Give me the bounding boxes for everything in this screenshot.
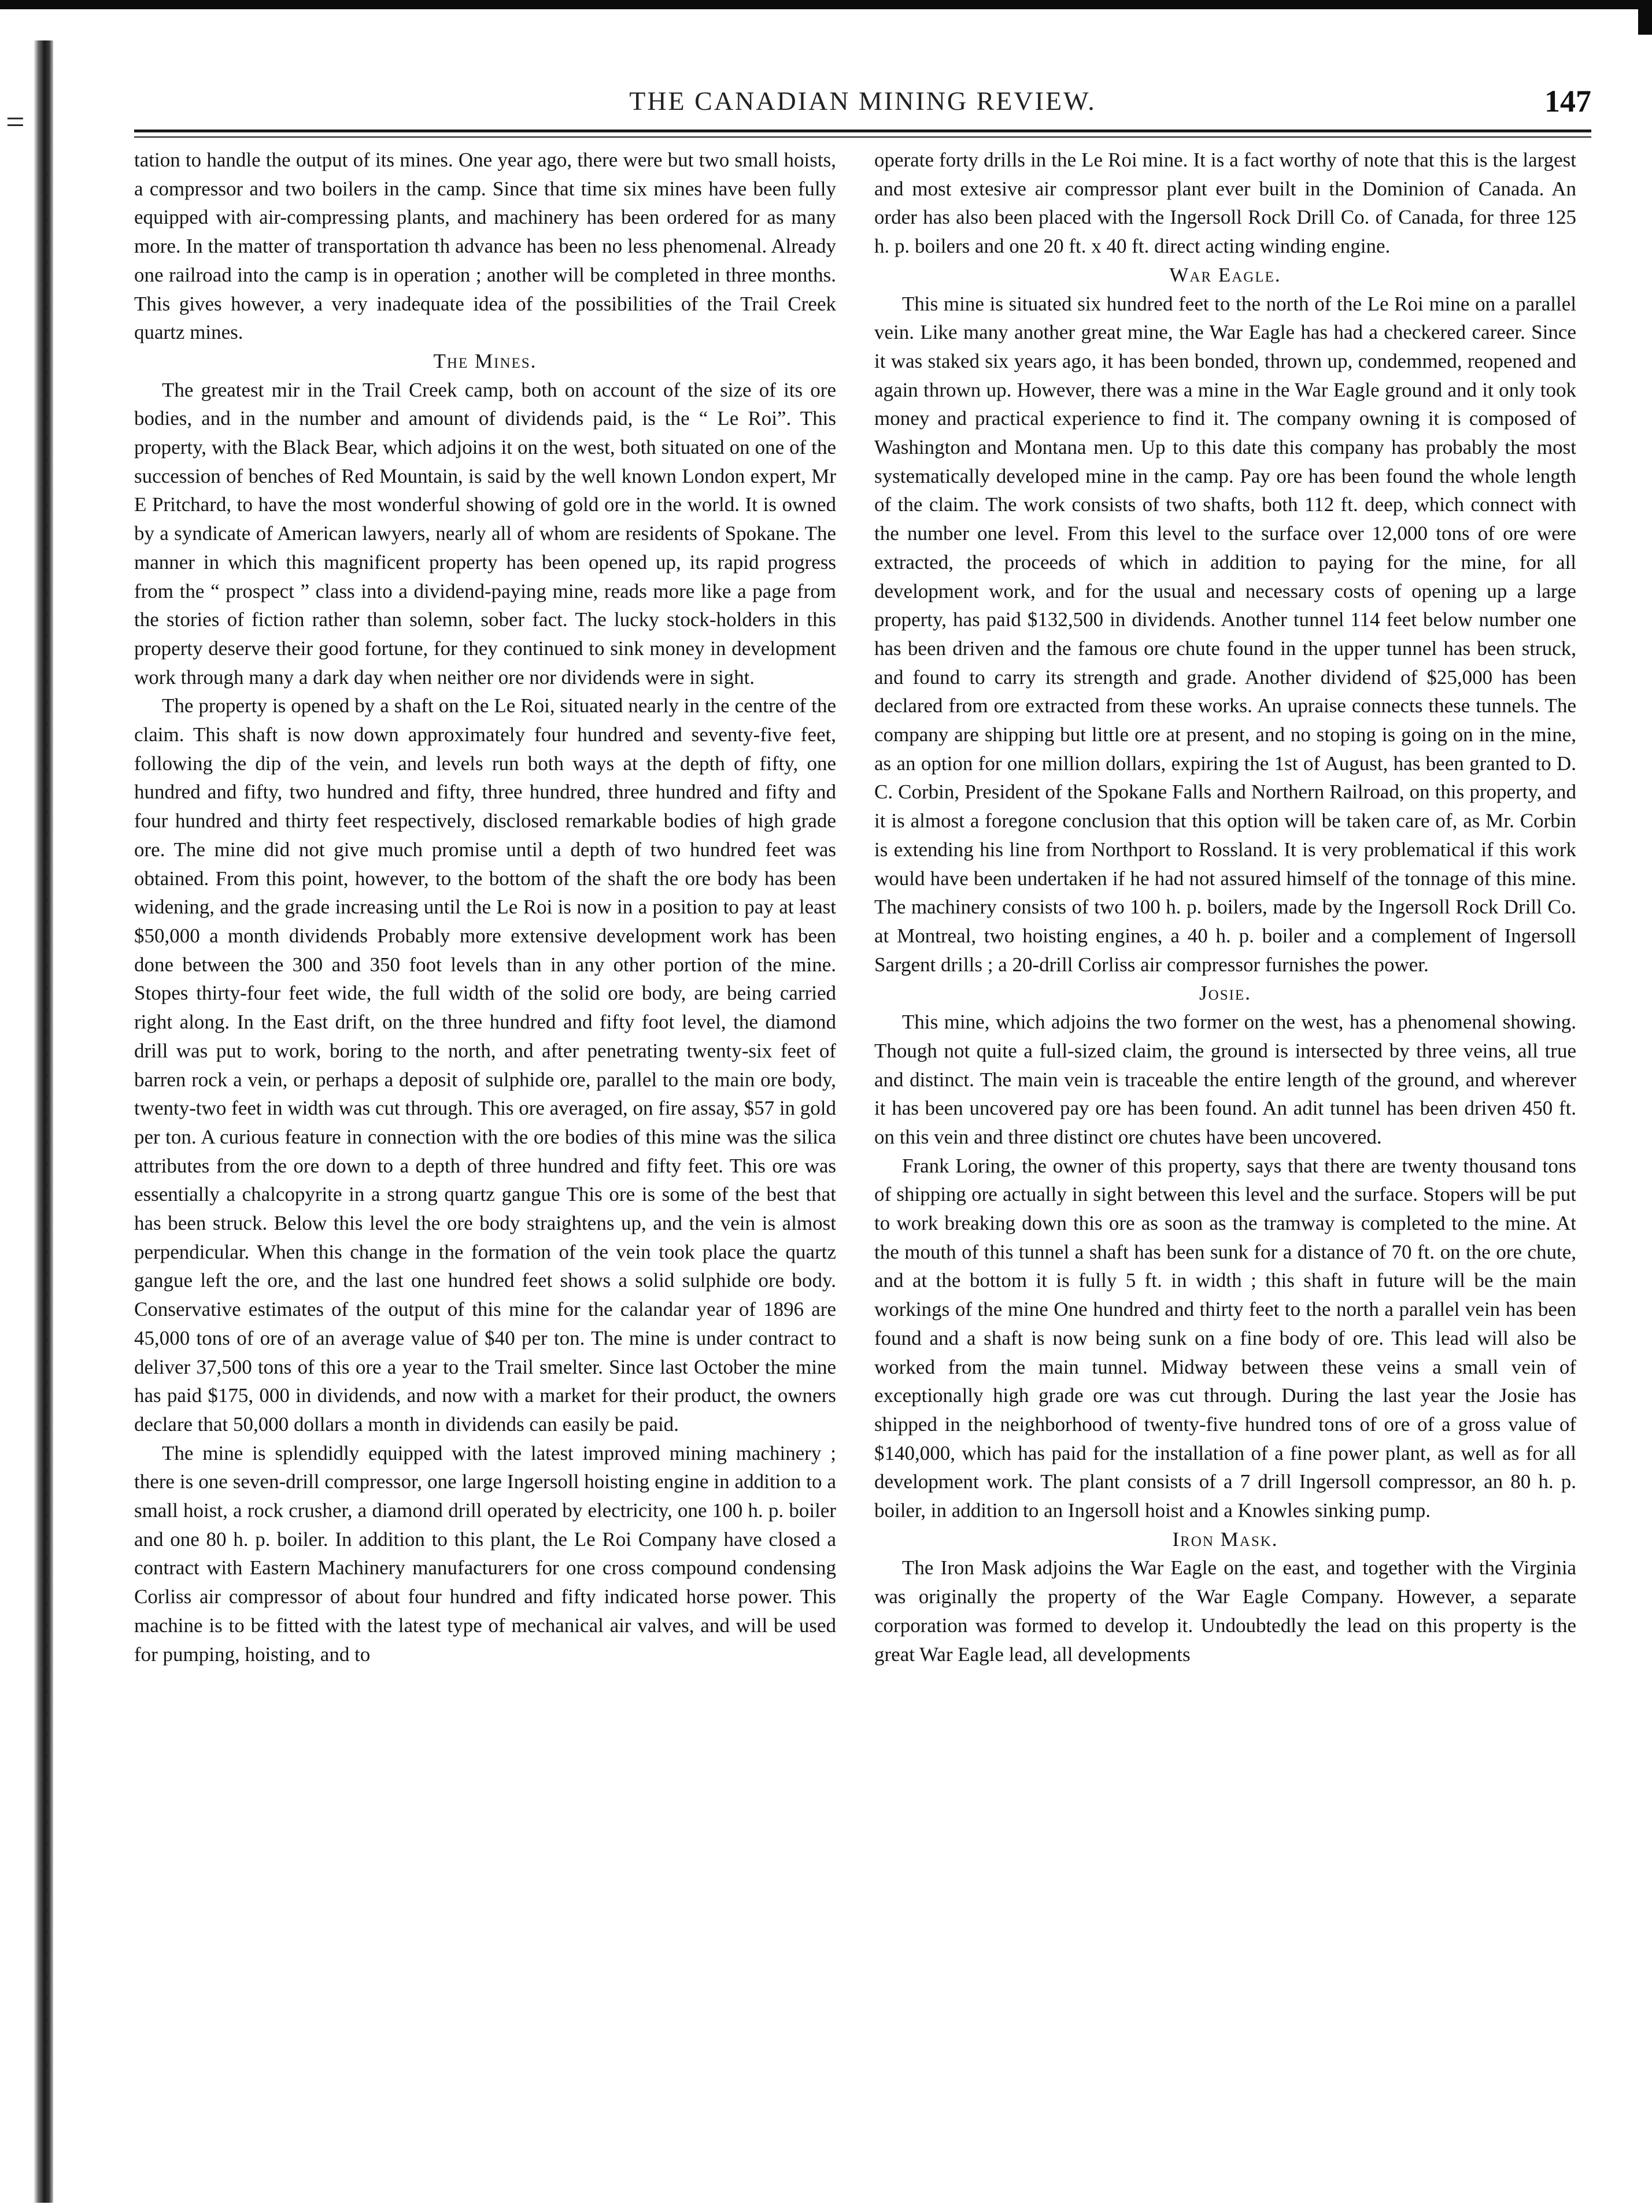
paragraph: The greatest mir in the Trail Creek camp, both on account of the size of its ore bodies, and in the number and amount of dividends paid, is the “ Le Roi”. This property, with the Black Bear, which adjoins it on the west, both situated on one of the succession of benches of Red Mountain, is said by the well known London expert, Mr E Pritchard, to have the most wonderful showing of gold ore in the world. It is owned by a syndicate of American lawyers, nearly all of whom are residents of Spokane. The manner in which this magnificent property has been opened up, its rapid progress from the “ prospect ” class into a dividend-paying mine, reads more like a page from the stories of fiction rather than solemn, sober fact. The lucky stock-holders in this property deserve their good fortune, for they continued to sink money in development work through many a dark day when neither ore nor dividends were in sight. bbox=[134, 378, 836, 689]
section-heading-the-mines: The Mines. bbox=[433, 349, 537, 372]
paragraph: The Iron Mask adjoins the War Eagle on the east, and together with the Virginia was originally the property of the War Eagle Company. However, a separate corporation was formed to develop it. Undoubtedly the lead on this property is the great War Eagle lead, all developments bbox=[874, 1556, 1576, 1666]
running-title: THE CANADIAN MINING REVIEW. bbox=[629, 86, 1096, 116]
page-header bbox=[134, 82, 1591, 128]
paragraph: The mine is splendidly equipped with the latest improved mining machinery ; there is one seven-drill compressor, one large Ingersoll hoisting engine in addition to a small hoist, a rock crusher, a diamond drill operated by electricity, one 100 h. p. boiler and one 80 h. p. boiler. In addition to this plant, the Le Roi Company have closed a contract with Eastern Machinery manufacturers for one cross compound condensing Corliss air compressor of about four hundred and fifty indicated horse power. This machine is to be fitted with the latest type of mechanical air valves, and will be used for pumping, hoisting, and to bbox=[134, 1441, 836, 1666]
paragraph: tation to handle the output of its mines. One year ago, there were but two small hoists, a compressor and two boilers in the camp. Since that time six mines have been fully equipped with air-compressing plants, and machinery has been ordered for as many more. In the matter of transportation th advance has been no less phenomenal. Already one railroad into the camp is in operation ; another will be completed in three months. This gives however, a very inadequate idea of the possibilities of the Trail Creek quartz mines. bbox=[134, 149, 836, 344]
section-heading-war-eagle: War Eagle. bbox=[1169, 263, 1281, 286]
binding-spine bbox=[34, 40, 53, 2203]
page-number: 147 bbox=[1544, 84, 1591, 119]
section-heading-iron-mask: Iron Mask. bbox=[1172, 1527, 1278, 1551]
scan-edge-corner bbox=[1638, 0, 1652, 35]
section-heading-josie: Josie. bbox=[1199, 982, 1251, 1005]
paragraph: This mine is situated six hundred feet to the north of the Le Roi mine on a parallel vein. Like many another great mine, the War Eagle has had a checkered career. Since it was staked six years ago, it has been bonded, thrown up, condemmed, reopened and again thrown up. However, there was a mine in the War Eagle ground and it only took money and practical experience to find it. The company owning it is composed of Washington and Montana men. Up to this date this company has probably the most systematically developed mine in the camp. Pay ore has been found the whole length of the claim. The work consists of two shafts, both 112 ft. deep, which connect with the number one level. From this level to the surface over 12,000 tons of ore were extracted, the proceeds of which in addition to paying for the mine, for all development work, and for the usual and necessary costs of opening up a large property, has paid $132,500 in dividends. Another tunnel 114 feet below number one has been driven and the famous ore chute found in the upper tunnel has been struck, and found to carry its strength and grade. Another dividend of $25,000 has been declared from ore extracted from these works. An upraise connects these tunnels. The company are shipping but little ore at present, and no stoping is going on in the mine, as an option for one million dollars, expiring the 1st of August, has been granted to D. C. Corbin, President of the Spokane Falls and Northern Railroad, on this property, and it is almost a foregone conclusion that this option will be taken care of, as Mr. Corbin is extending his line from Northport to Rossland. It is very problematical if this work would have been undertaken if he had not assured himself of the tonnage of this mine. The machinery consists of two 100 h. p. boilers, made by the Ingersoll Rock Drill Co. at Montreal, two hoisting engines, a 40 h. p. boiler and a complement of Ingersoll Sargent drills ; a 20-drill Corliss air compressor furnishes the power. bbox=[874, 292, 1576, 976]
scan-edge-top bbox=[0, 0, 1652, 9]
left-column bbox=[134, 146, 836, 1669]
header-rule-thin bbox=[134, 136, 1591, 138]
binding-stitches bbox=[45, 173, 47, 2081]
paragraph: This mine, which adjoins the two former on the west, has a phenomenal showing. Though not quite a full-sized claim, the ground is intersected by three veins, all true and distinct. The main vein is traceable the entire length of the ground, and wherever it has been uncovered pay ore has been found. An adit tunnel has been driven 450 ft. on this vein and three distinct ore chutes have been uncovered. bbox=[874, 1011, 1576, 1148]
paragraph: Frank Loring, the owner of this property, says that there are twenty thousand tons of shipping ore actually in sight between this level and the surface. Stopers will be put to work breaking down this ore as soon as the tramway is completed to the mine. At the mouth of this tunnel a shaft has been sunk for a distance of 70 ft. on the ore chute, and at the bottom it is fully 5 ft. in width ; this shaft in future will be the main workings of the mine One hundred and thirty feet to the north a parallel vein has been found and a shaft is now being sunk on a fine body of ore. This lead will also be worked from the main tunnel. Midway between these veins a small vein of exceptionally high grade ore was cut through. During the last year the Josie has shipped in the neighborhood of twenty-five hundred tons of ore of a gross value of $140,000, which has paid for the installation of a fine power plant, as well as for all development work. The plant consists of a 7 drill Ingersoll compressor, an 80 h. p. boiler, in addition to an Ingersoll hoist and a Knowles sinking pump. bbox=[874, 1154, 1576, 1522]
paragraph: operate forty drills in the Le Roi mine. It is a fact worthy of note that this is the largest and most extesive air compressor plant ever built in the Dominion of Canada. An order has also been placed with the Ingersoll Rock Drill Co. of Canada, for three 125 h. p. boilers and one 20 ft. x 40 ft. direct acting winding engine. bbox=[874, 149, 1576, 258]
paragraph: The property is opened by a shaft on the Le Roi, situated nearly in the centre of the claim. This shaft is now down approximately four hundred and seventy-five feet, following the dip of the vein, and levels run both ways at the depth of fifty, one hundred and fifty, two hundred and fifty, three hundred, three hundred and fifty and four hundred and thirty feet respectively, disclosed remarkable bodies of high grade ore. The mine did not give much promise until a depth of two hundred feet was obtained. From this point, however, to the bottom of the shaft the ore body has been widening, and the grade increasing until the Le Roi is now in a position to pay at least $50,000 a month dividends Probably more extensive development work has been done between the 300 and 350 foot levels than in any other portion of the mine. Stopes thirty-four feet wide, the full width of the solid ore body, are being carried right along. In the East drift, on the three hundred and fifty foot level, the diamond drill was put to work, boring to the north, and after penetrating twenty-six feet of barren rock a vein, or perhaps a deposit of sulphide ore, parallel to the main ore body, twenty-two feet in width was cut through. This ore averaged, on fire assay, $57 in gold per ton. A curious feature in connection with the ore bodies of this mine was the silica attributes from the ore down to a depth of three hundred and fifty feet. This ore was essentially a chalcopyrite in a strong quartz gangue This ore is some of the best that has been struck. Below this level the ore body straightens up, and the vein is almost perpendicular. When this change in the formation of the vein took place the quartz gangue left the ore, and the last one hundred feet shows a solid sulphide ore body. Conservative estimates of the output of this mine for the calandar year of 1896 are 45,000 tons of ore of an average value of $40 per ton. The mine is under contract to deliver 37,500 tons of this ore a year to the Trail smelter. Since last October the mine has paid $175, 000 in dividends, and now with a market for their product, the owners declare that 50,000 dollars a month in dividends can easily be paid. bbox=[134, 694, 837, 1436]
margin-mark: = bbox=[6, 103, 25, 140]
right-column bbox=[874, 146, 1576, 1669]
header-rule-thick bbox=[134, 130, 1591, 132]
